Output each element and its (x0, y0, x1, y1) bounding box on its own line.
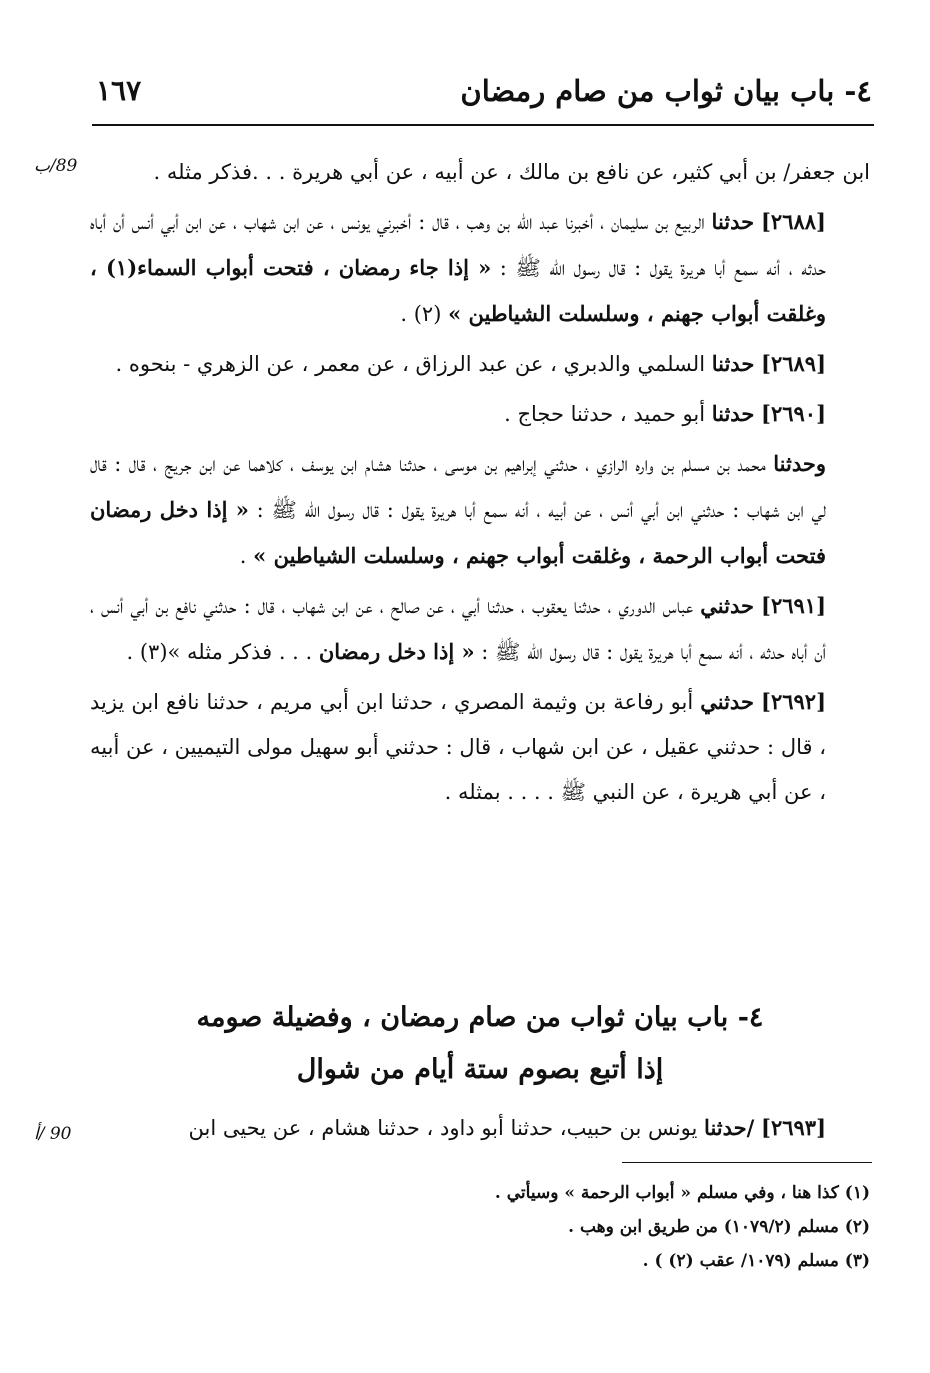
footnote: (٣) مسلم (١٠٧٩/ عقب (٢) ) . (642, 1251, 870, 1271)
hadith-paragraph: [٢٦٨٨] حدثنا الربيع بن سليمان ، أخبرنا عبد الله بن وهب ، قال : أخبرني يونس ، عن ابن شهاب ، عن ابن أبي أنس أن أباه حدثه ، أنه سمع أبا هريرة يقول : قال رسول الله ﷺ : « إذا جاء رمضان ، فتحت أبواب السماء(١) ، وغلقت أبواب جهنم ، وسلسلت الشياطين » (٢) . (90, 209, 826, 326)
body-text (90, 150, 870, 819)
hadith-lead: وحدثنا (773, 451, 826, 476)
hadith-paragraph: [٢٦٩١] حدثني عباس الدوري ، حدثنا يعقوب ، حدثنا أبي ، عن صالح ، عن ابن شهاب ، قال : حدثني نافع بن أبي أنس ، أن أباه حدثه ، أنه سمع أبا هريرة يقول : قال رسول الله ﷺ : « إذا دخل رمضان . . . فذكر مثله »(٣) . (90, 593, 826, 664)
page-number: ١٦٧ (96, 74, 142, 107)
hadith-lead: حدثنا (711, 351, 755, 376)
footnotes (495, 1176, 870, 1278)
hadith-lead: حدثنا (711, 209, 755, 234)
margin-note-folio: 89/ب (34, 156, 78, 176)
hadith-number: [٢٦٨٨] (760, 209, 826, 234)
hadith-paragraph: [٢٦٩٢] حدثني أبو رفاعة بن وثيمة المصري ، حدثنا ابن أبي مريم ، حدثنا نافع ابن يزيد ، قال : حدثني عقيل ، عن ابن شهاب ، قال : حدثني أبو سهيل مولى التيميين ، عن أبيه ، عن أبي هريرة ، عن النبي ﷺ . . . . بمثله . (90, 689, 826, 804)
hadith-matn: « إذا جاء رمضان ، فتحت أبواب السماء(١) ، وغلقت أبواب جهنم ، وسلسلت الشياطين » (90, 255, 826, 326)
hadith-paragraph: وحدثنا محمد بن مسلم بن واره الرازي ، حدثني إبراهيم بن موسى ، حدثنا هشام ابن يوسف ، كلاهما عن ابن جريج ، قال : قال لي ابن شهاب : حدثني ابن أبي أنس ، عن أبيه ، أنه سمع أبا هريرة يقول : قال رسول الله ﷺ : « إذا دخل رمضان فتحت أبواب الرحمة ، وغلقت أبواب جهنم ، وسلسلت الشياطين » . (90, 451, 826, 568)
header-rule (92, 124, 874, 126)
chapter-heading-line: إذا أتبع بصوم ستة أيام من شوال (296, 1054, 664, 1085)
hadith-number: [٢٦٩٠] (761, 401, 826, 426)
hadith-lead: حدثني (700, 593, 754, 618)
hadith-matn: « إذا دخل رمضان فتحت أبواب الرحمة ، وغلقت أبواب جهنم ، وسلسلت الشياطين » (90, 497, 826, 568)
hadith-lead: حدثنا (711, 401, 755, 426)
hadith-lead: حدثني (700, 689, 754, 714)
hadith-paragraph: [٢٦٨٩] حدثنا السلمي والدبري ، عن عبد الرزاق ، عن معمر ، عن الزهري - بنحوه . (115, 351, 826, 376)
chapter-heading-line: ٤- باب بيان ثواب من صام رمضان ، وفضيلة صومه (196, 1002, 764, 1033)
hadith-lead: /حدثنا (704, 1115, 755, 1140)
hadith-matn: « إذا دخل رمضان (318, 639, 475, 664)
running-header-title: ٤- باب بيان ثواب من صام رمضان (460, 74, 872, 108)
chapter-heading (90, 992, 870, 1096)
footnote: (١) كذا هنا ، وفي مسلم « أبواب الرحمة » وسيأتي . (494, 1183, 870, 1203)
paragraph: ابن جعفر/ بن أبي كثير، عن نافع بن مالك ، عن أبيه ، عن أبي هريرة . . .فذكر مثله . (153, 160, 870, 184)
hadith-number: [٢٦٨٩] (761, 351, 826, 376)
hadith-paragraph: [٢٦٩٣] /حدثنا يونس بن حبيب، حدثنا أبو داود ، حدثنا هشام ، عن يحيى ابن (188, 1115, 826, 1140)
footnote-rule (622, 1162, 872, 1163)
hadith-paragraph: [٢٦٩٠] حدثنا أبو حميد ، حدثنا حجاج . (504, 401, 826, 426)
hadith-number: [٢٦٩٣] (761, 1115, 826, 1140)
margin-note-folio: 90 /أ (34, 1124, 72, 1144)
hadith-number: [٢٦٩٢] (761, 689, 826, 714)
hadith-number: [٢٦٩١] (761, 593, 826, 618)
footnote: (٢) مسلم (١٠٧٩/٢) من طريق ابن وهب . (568, 1217, 870, 1237)
